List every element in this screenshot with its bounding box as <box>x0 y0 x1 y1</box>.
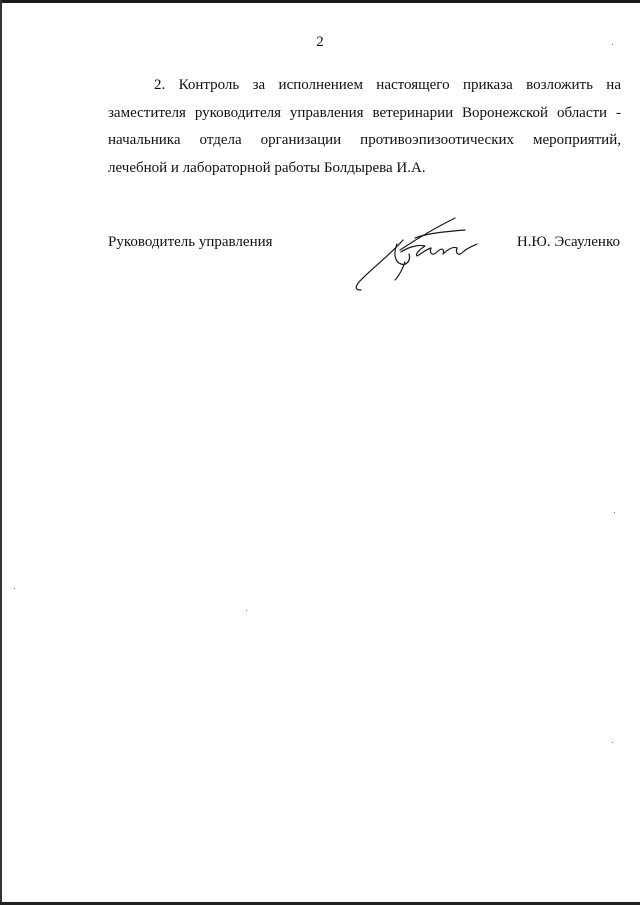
scan-edge-top <box>0 0 640 3</box>
scan-speck <box>246 610 247 611</box>
paragraph-line: лечебной и лабораторной работы Болдырева И.А. <box>108 159 426 176</box>
scan-edge-left <box>0 0 2 905</box>
handwritten-signature <box>345 210 495 300</box>
scan-speck <box>614 512 615 513</box>
scan-speck <box>14 588 15 589</box>
paragraph-line: заместителя руководителя управления ветеринарии Воронежской области - <box>108 104 621 121</box>
signatory-title: Руководитель управления <box>108 234 273 250</box>
signatory-name: Н.Ю. Эсауленко <box>516 234 620 250</box>
scan-speck <box>612 44 613 45</box>
paragraph-line: 2. Контроль за исполнением настоящего приказа возложить на <box>154 77 621 93</box>
scan-speck <box>612 742 613 743</box>
page-number: 2 <box>316 34 324 50</box>
paragraph-line: начальника отдела организации противоэпизоотических мероприятий, <box>108 132 621 148</box>
body-paragraph <box>108 72 621 182</box>
